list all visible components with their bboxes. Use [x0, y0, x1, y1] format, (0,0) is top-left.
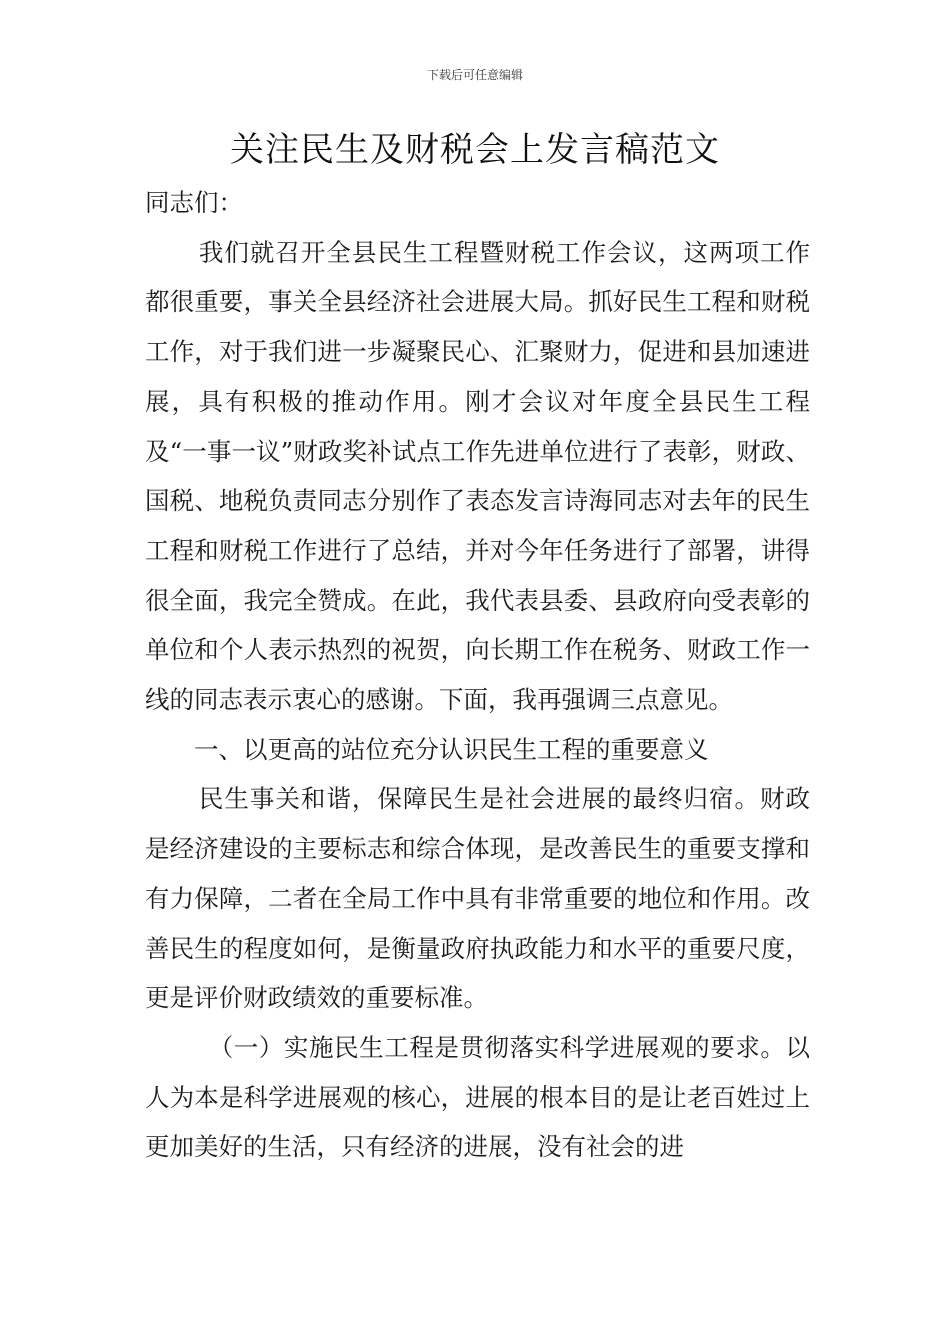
section-heading-1: 一、以更高的站位充分认识民生工程的重要意义 — [194, 734, 709, 764]
paragraph-intro: 我们就召开全县民生工程暨财税工作会议，这两项工作都很重要，事关全县经济社会进展大局。抓好民生工程和财税工作，对于我们进一步凝聚民心、汇聚财力，促进和县加速进展，具有积极的推动作用。刚才会议对年度全县民生工程及“一事一议”财政奖补试点工作先进单位进行了表彰，财政、国税、地税负责同志分别作了表态发言诗海同志对去年的民生工程和财税工作进行了总结，并对今年任务进行了部署，讲得很全面，我完全赞成。在此，我代表县委、县政府向受表彰的单位和个人表示热烈的祝贺，向长期工作在税务、财政工作一线的同志表示衷心的感谢。下面，我再强调三点意见。 — [145, 237, 810, 715]
header-note: 下载后可任意编辑 — [426, 68, 523, 82]
document-body — [145, 178, 810, 1172]
paragraph-section-1: 民生事关和谐，保障民生是社会进展的最终归宿。财政是经济建设的主要标志和综合体现，是改善民生的重要支撑和有力保障，二者在全局工作中具有非常重要的地位和作用。改善民生的程度如何，是衡量政府执政能力和水平的重要尺度，更是评价财政绩效的重要标准。 — [145, 784, 810, 1013]
paragraph-subsection-1: （一）实施民生工程是贯彻落实科学进展观的要求。以人为本是科学进展观的核心，进展的根本目的是让老百姓过上更加美好的生活，只有经济的进展，没有社会的进 — [145, 1032, 810, 1162]
salutation: 同志们： — [145, 188, 243, 217]
document-title: 关注民生及财税会上发言稿范文 — [230, 130, 720, 170]
